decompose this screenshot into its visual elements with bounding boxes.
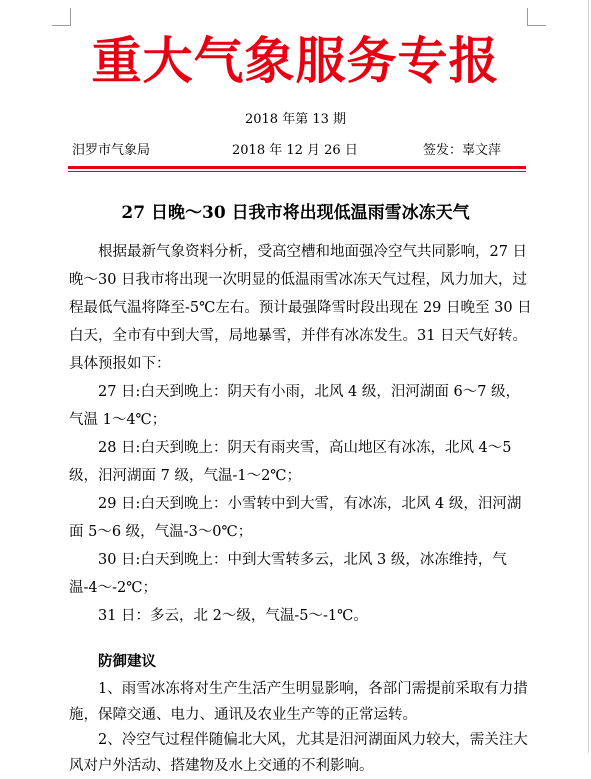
crop-mark-top-left (52, 25, 71, 26)
masthead-title: 重大气象服务专报 (91, 32, 500, 90)
crop-mark-top-left (70, 8, 71, 26)
advice-item: 1、雨雪冰冻将对生产生活产生明显影响，各部门需提前采取有力措施，保障交通、电力、通讯及农业生产等的正常运转。 (69, 681, 528, 723)
advice-item: 2、冷空气过程伴随偏北大风，尤其是汨河湖面风力较大，需关注大风对户外活动、搭建物及水上交通的不利影响。 (69, 732, 528, 774)
divider-thick (68, 166, 526, 169)
forecast-item: 29 日:白天到晚上：小雪转中到大雪，有冰冻，北风 4 级，汨河湖面 5～6 级，气温-3～0℃； (69, 496, 522, 540)
article-body (69, 238, 532, 779)
issue-date: 2018 年 12 月 26 日 (232, 143, 358, 158)
issuer: 汨罗市气象局 (72, 143, 151, 158)
divider-thin (68, 171, 526, 172)
advice-title: 防御建议 (98, 653, 156, 670)
signer: 签发：辜文萍 (423, 143, 502, 158)
forecast-item: 30 日:白天到晚上：中到大雪转多云，北风 3 级，冰冻维持，气温-4～-2℃； (69, 552, 507, 596)
crop-mark-top-right (527, 8, 528, 26)
headline: 27 日晚～30 日我市将出现低温雨雪冰冻天气 (121, 203, 470, 223)
crop-mark-top-right (527, 25, 546, 26)
forecast-item: 28 日:白天到晚上：阴天有雨夹雪，高山地区有冰冻，北风 4～5 级，汨河湖面 7 级，气温-1～2℃； (69, 440, 512, 484)
issue-number: 2018 年第 13 期 (244, 112, 347, 127)
intro-paragraph: 根据最新气象资料分析，受高空槽和地面强冷空气共同影响，27 日晚～30 日我市将出现一次明显的低温雨雪冰冻天气过程，风力加大，过程最低气温将降至-5℃左右。预计最强降雪时段出现在 29 日晚至 30 日白天，全市有中到大雪，局地暴雪，并伴有冰冻发生。31 日天气好转。具体预报如下： (69, 244, 532, 372)
forecast-item: 31 日：多云，北 2～级，气温-5～-1℃。 (98, 608, 368, 624)
forecast-item: 27 日:白天到晚上：阴天有小雨，北风 4 级，汨河湖面 6～7 级，气温 1～4℃； (69, 384, 521, 428)
